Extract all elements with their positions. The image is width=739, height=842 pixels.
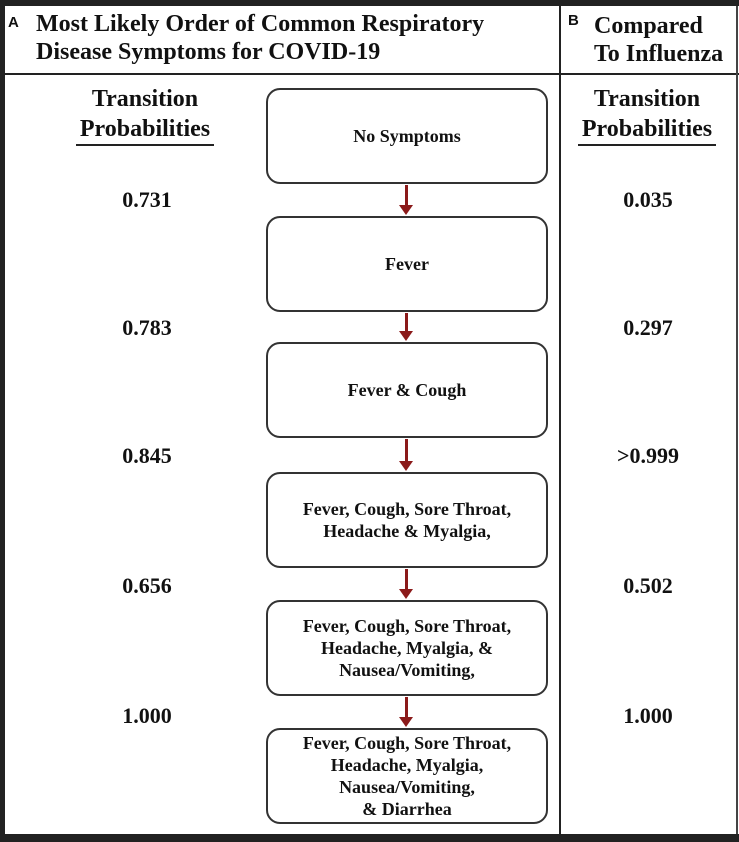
influenza-probability-4: 0.502 [623,573,673,598]
covid-probability-5: 1.000 [122,703,172,728]
panel-a-title-line2: Disease Symptoms for COVID-19 [36,39,381,65]
covid-probabilities-heading [60,84,230,146]
frame-bottom-border [0,834,739,842]
covid-probability-3: 0.845 [122,443,172,468]
panel-b-title [594,12,723,68]
state-box-plus-nausea: Fever, Cough, Sore Throat, Headache, Myalgia, & Nausea/Vomiting, [266,600,548,696]
covid-probability-2: 0.783 [122,315,172,340]
right-edge-divider [736,6,738,834]
influenza-heading-line2: Probabilities [578,114,716,146]
frame-top-border [0,0,739,6]
state-box-fever-cough-throat-headache-myalgia: Fever, Cough, Sore Throat, Headache & Myalgia, [266,472,548,568]
panel-a-letter: A [8,14,19,31]
covid-probability-4: 0.656 [122,573,172,598]
state-box-no-symptoms: No Symptoms [266,88,548,184]
panel-a-title [36,10,484,66]
transition-arrow-2 [399,313,413,342]
panel-b-title-line2: To Influenza [594,41,724,67]
panel-b-title-line1: Compared [594,13,703,39]
state-box-fever-cough: Fever & Cough [266,342,548,438]
state-box-plus-diarrhea: Fever, Cough, Sore Throat, Headache, Myalgia, Nausea/Vomiting, & Diarrhea [266,728,548,824]
panel-divider [559,6,561,834]
covid-heading-line2: Probabilities [76,114,214,146]
transition-arrow-3 [399,439,413,472]
covid-probability-1: 0.731 [122,187,172,212]
influenza-probability-5: 1.000 [623,703,673,728]
transition-arrow-5 [399,697,413,728]
influenza-heading-line1: Transition [593,86,701,112]
influenza-probability-1: 0.035 [623,187,673,212]
transition-arrow-1 [399,185,413,216]
influenza-probability-2: 0.297 [623,315,673,340]
panel-a-title-line1: Most Likely Order of Common Respiratory [36,11,485,37]
panel-b-letter: B [568,12,579,29]
transition-arrow-4 [399,569,413,600]
influenza-probability-3: >0.999 [616,443,680,468]
influenza-probabilities-heading [564,84,730,146]
header-divider [0,73,739,75]
state-box-fever: Fever [266,216,548,312]
covid-heading-line1: Transition [91,86,199,112]
frame-left-border [0,0,5,842]
